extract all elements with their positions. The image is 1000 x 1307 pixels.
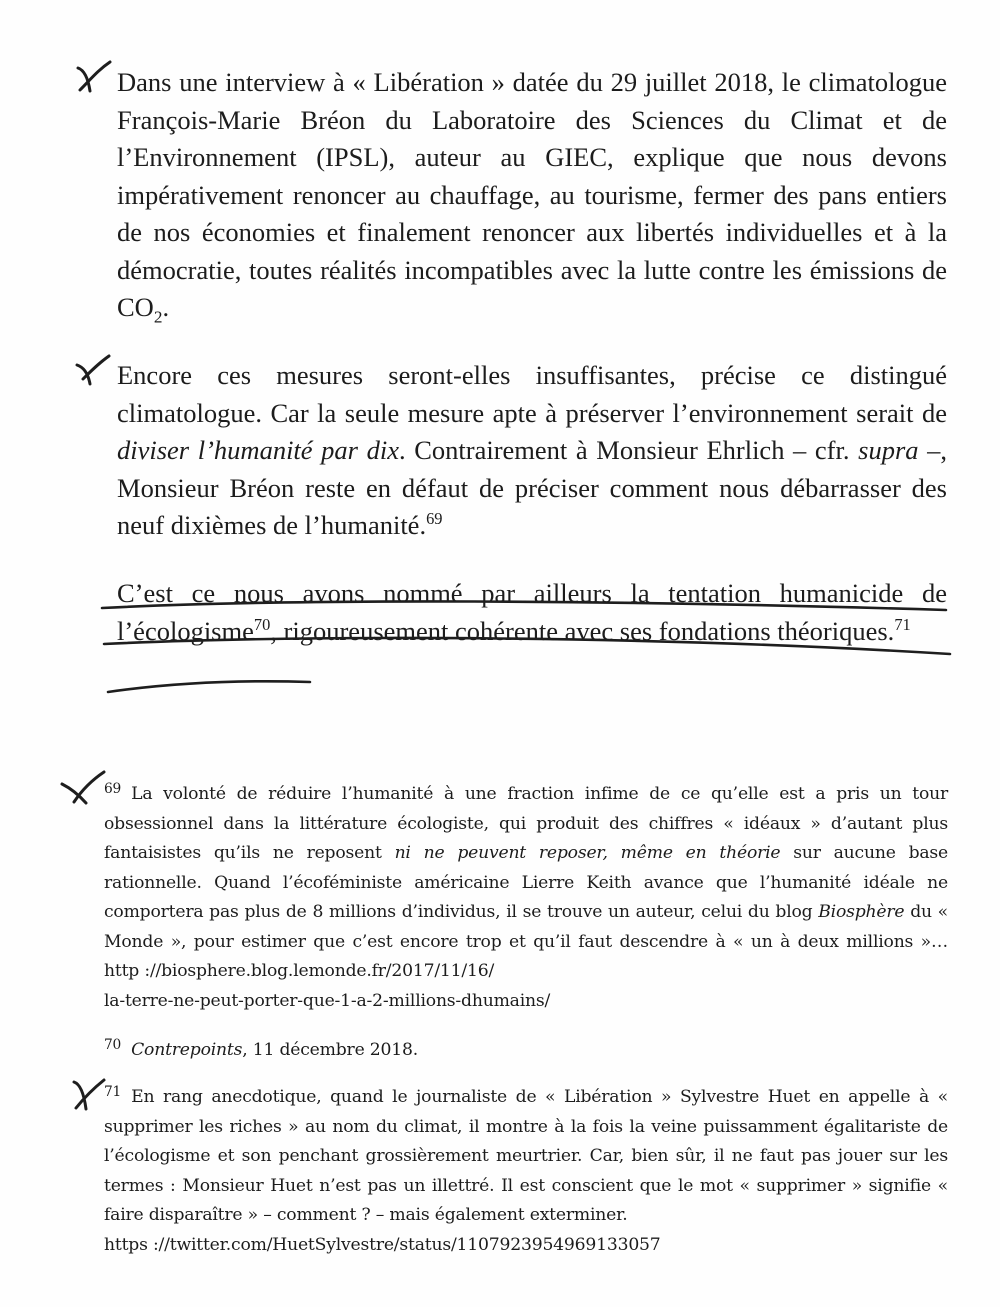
paragraph-2	[117, 357, 947, 545]
paragraph-1-end: .	[162, 292, 170, 322]
handwritten-underline-icon	[98, 596, 958, 716]
footnote-70-source: Contrepoints	[131, 1040, 243, 1060]
paragraph-1	[117, 64, 947, 327]
footnote-70-text: , 11 décembre 2018.	[242, 1040, 419, 1060]
footnote-69-number: 69	[104, 780, 122, 797]
paragraph-2-text-c: –, Monsieur Bréon reste en défaut de préciser comment nous débarrasser des neuf dixièmes de l’humanité.	[117, 435, 948, 540]
paragraph-3-text-b: , rigoureusement cohérente avec ses fondations théoriques.	[270, 615, 895, 646]
co2-subscript: 2	[153, 307, 163, 327]
footnote-69-italic-a: ni ne peuvent reposer, même en théorie	[394, 843, 781, 863]
paragraph-2-text-a: Encore ces mesures seront-elles insuffisantes, précise ce distingué climatologue. Car la seule mesure apte à préserver l’environnement serait de	[117, 360, 947, 428]
footnote-69-text-a: La volonté de réduire l’humanité à une fraction infime de ce qu’elle est a pris un tour obsessionnel dans la littérature écologiste, qui produit des chiffres « idéaux » d’autant plus fantaisistes qu’ils ne reposent	[104, 784, 948, 863]
footnote-69-text-b: sur aucune base rationnelle. Quand l’écoféministe américaine Lierre Keith avance que l’humanité idéale ne comportera pas plus de 8 millions d’individus, il se trouve un auteur, celui du blog	[104, 843, 949, 922]
footnote-69-url-end[interactable]: la-terre-ne-peut-porter-que-1-a-2-millions-dhumains/	[104, 990, 551, 1011]
footnote-ref-71[interactable]: 71	[894, 614, 911, 634]
footnote-71-number: 71	[104, 1083, 122, 1100]
footnote-71-url[interactable]: https ://twitter.com/HuetSylvestre/status/1107923954969133057	[104, 1234, 661, 1255]
handwritten-checkmark-icon	[76, 60, 112, 96]
paragraph-2-italic-b: supra	[858, 435, 919, 465]
paragraph-2-italic-a: diviser l’humanité par dix	[117, 435, 399, 465]
footnote-71-text: En rang anecdotique, quand le journaliste de « Libération » Sylvestre Huet en appelle à « supprimer les riches » au nom du climat, il montre à la fois la veine puissamment égalitariste de l’écologisme et son penchant grossièrement meurtrier. Car, bien sûr, il ne faut pas jouer sur les termes : Monsieur Huet n’est pas un illettré. Il est conscient que le mot « supprimer » signifie « faire disparaître » – comment ? – mais également exterminer.	[104, 1087, 948, 1225]
paragraph-2-text-b: . Contrairement à Monsieur Ehrlich – cfr.	[398, 435, 859, 465]
footnote-ref-69[interactable]: 69	[426, 509, 443, 529]
footnote-69-italic-b: Biosphère	[818, 902, 905, 922]
footnote-70	[104, 1036, 948, 1066]
paragraph-3-text-a: C’est ce nous avons nommé par ailleurs la tentation humanicide de l’écologisme	[117, 578, 947, 646]
footnote-71	[104, 1083, 948, 1260]
footnote-69-text-c: du « Monde », pour estimer que c’est encore trop et qu’il faut descendre à « un à deux millions »… http ://biosphere.blog.lemonde.fr/2017/11/16/	[104, 902, 948, 981]
footnote-69	[104, 780, 948, 1016]
handwritten-checkmark-icon	[60, 770, 106, 806]
paragraph-1-text: Dans une interview à « Libération » datée du 29 juillet 2018, le climatologue François-Marie Bréon du Laboratoire des Sciences du Climat et de l’Environnement (IPSL), auteur au GIEC, explique que nous devons impérativement renoncer au chauffage, au tourisme, fermer des pans entiers de nos économies et finalement renoncer aux libertés individuelles et à la démocratie, toutes réalités incompatibles avec la lutte contre les émissions de CO	[117, 67, 947, 322]
handwritten-checkmark-icon	[72, 1076, 106, 1112]
handwritten-checkmark-icon	[75, 355, 111, 387]
footnote-ref-70[interactable]: 70	[253, 614, 271, 634]
footnote-70-number: 70	[104, 1036, 122, 1053]
